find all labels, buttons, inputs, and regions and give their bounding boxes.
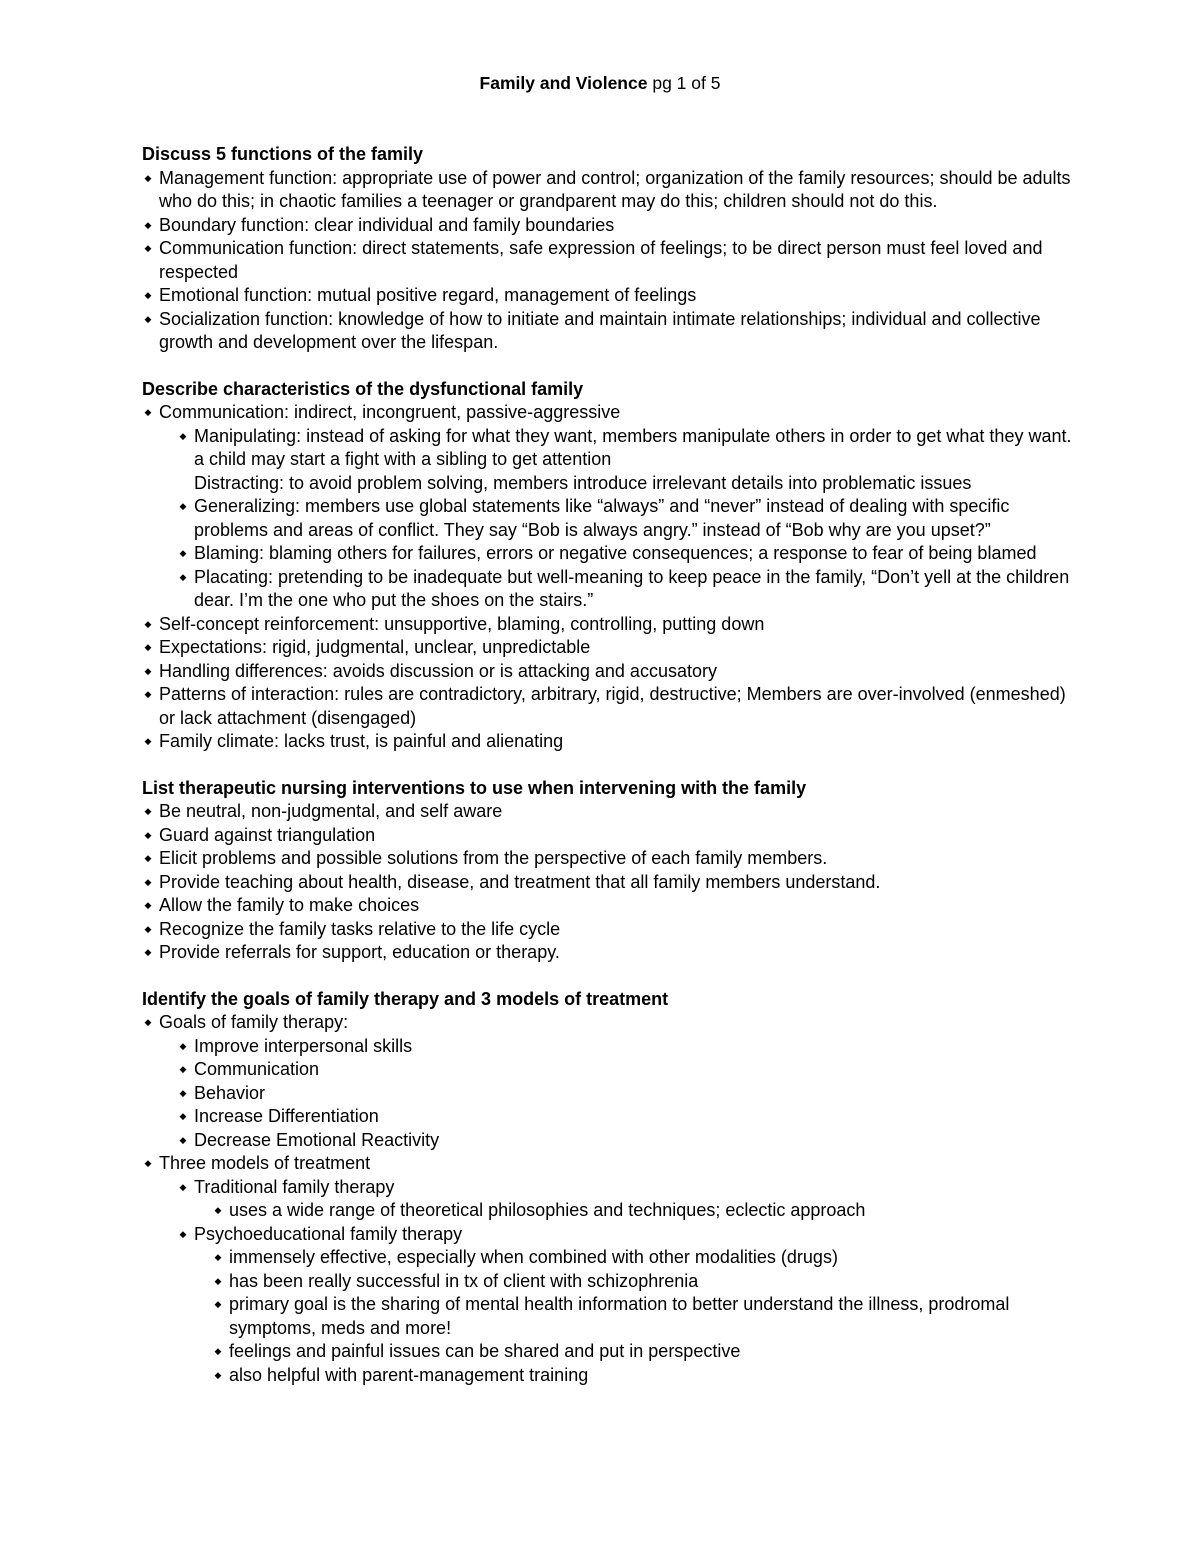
document-title: Family and Violence [479, 73, 648, 93]
list-item: ◆ Generalizing: members use global statements like “always” and “never” instead of dealing with specific problems and areas of conflict. They say “Bob is always angry.” instead of “Bob why are you upset?” [177, 495, 1072, 542]
list-item: ◆ feelings and painful issues can be shared and put in perspective [212, 1340, 1072, 1364]
list-item: ◆ Communication: indirect, incongruent, passive-aggressive ◆ Manipulating: instead of asking for what they want, members manipulate others in order to get what they want. a child may start a fight with a sibling to get attention Distracting: to avoid problem solving, members introduce irrelevant details into problematic issues ◆ Generalizing: members use global statements like “always” and “never” instead of dealing with specific problems and areas of conflict. They say “Bob is always angry.” instead of “Bob why are you upset?” ◆ Blaming: blaming others for failures, errors or negative consequences; a response to fear of being blamed ◆ Placating: pretending to be inadequate but well-meaning to keep peace in the family, “Don’t yell at the children dear. I’m the one who put the shoes on the stairs.” [142, 401, 1072, 613]
list-item: ◆ Socialization function: knowledge of how to initiate and maintain intimate relationships; individual and collective growth and development over the lifespan. [142, 308, 1072, 355]
section-family-therapy [142, 988, 1072, 1388]
bullet-icon: ◆ [214, 1369, 222, 1380]
bullet-icon: ◆ [144, 853, 152, 863]
section-nursing-interventions [142, 777, 1072, 965]
bullet-icon: ◆ [144, 665, 152, 676]
bullet-icon: ◆ [144, 313, 152, 324]
list-item: ◆ Goals of family therapy: ◆ Improve interpersonal skills ◆ Communication ◆ Behavior ◆ Increase Differentiation ◆ Decrease Emotional Reactivity [142, 1011, 1072, 1152]
section-dysfunctional-family [142, 378, 1072, 754]
bullet-icon: ◆ [144, 947, 152, 957]
bullet-icon: ◆ [179, 1181, 187, 1192]
bullet-icon: ◆ [179, 501, 187, 511]
bullet-icon: ◆ [179, 571, 187, 582]
bullet-icon: ◆ [144, 172, 152, 183]
bullet-icon: ◆ [144, 243, 152, 253]
bullet-icon: ◆ [214, 1205, 222, 1215]
list-item: ◆ Handling differences: avoids discussion or is attacking and accusatory [142, 660, 1072, 684]
bullet-icon: ◆ [179, 1134, 187, 1145]
page-number: pg 1 of 5 [652, 73, 721, 93]
list-item: ◆ Communication function: direct statements, safe expression of feelings; to be direct person must feel loved and respected [142, 237, 1072, 284]
section-heading: Discuss 5 functions of the family [142, 144, 424, 164]
list-item: ◆ Recognize the family tasks relative to the life cycle [142, 918, 1072, 942]
list-item: ◆ Allow the family to make choices [142, 894, 1072, 918]
bullet-icon: ◆ [179, 1111, 187, 1121]
bullet-icon: ◆ [179, 548, 187, 558]
bullet-icon: ◆ [144, 642, 152, 652]
bullet-icon: ◆ [214, 1346, 222, 1356]
list-item: ◆ Patterns of interaction: rules are contradictory, arbitrary, rigid, destructive; Members are over-involved (enmeshed) or lack attachment (disengaged) [142, 683, 1072, 730]
bullet-icon: ◆ [144, 1158, 152, 1168]
list-item: ◆ Improve interpersonal skills [177, 1035, 1072, 1059]
communication-sublist [177, 425, 1072, 613]
list-item: ◆ immensely effective, especially when combined with other modalities (drugs) [212, 1246, 1072, 1270]
section-heading: Identify the goals of family therapy and 3 models of treatment [142, 988, 669, 1009]
bullet-icon: ◆ [144, 829, 152, 840]
list-item: ◆ Three models of treatment ◆ Traditional family therapy ◆ uses a wide range of theoretical philosophies and techniques; eclectic approach ◆ Psychoeducational family therapy ◆ immensely effective, especially when combined with other modalities (drugs) ◆ has been really successful in tx of client with schizophrenia ◆ primary goal is the sharing of mental health information to better understand the illness, prodromal symptoms, meds and more! ◆ feelings and painful issues can be shared and put in perspective ◆ also helpful with parent-management training [142, 1152, 1072, 1387]
section-heading: Describe characteristics of the dysfunctional family [142, 378, 584, 399]
list-item: ◆ Behavior [177, 1082, 1072, 1106]
functions-list [142, 167, 1072, 355]
psychoeducational-sublist [212, 1246, 1072, 1387]
list-item: ◆ Communication [177, 1058, 1072, 1082]
list-item: ◆ has been really successful in tx of client with schizophrenia [212, 1270, 1072, 1294]
bullet-icon: ◆ [144, 876, 152, 887]
list-item: ◆ Guard against triangulation [142, 824, 1072, 848]
bullet-icon: ◆ [144, 736, 152, 746]
distracting-line: Distracting: to avoid problem solving, members introduce irrelevant details into problematic issues [194, 472, 972, 493]
list-item: ◆ uses a wide range of theoretical philosophies and techniques; eclectic approach [212, 1199, 1072, 1223]
bullet-icon: ◆ [179, 430, 187, 441]
bullet-icon: ◆ [144, 1017, 152, 1027]
list-item: ◆ Blaming: blaming others for failures, errors or negative consequences; a response to fear of being blamed [177, 542, 1072, 566]
list-item: ◆ Psychoeducational family therapy ◆ immensely effective, especially when combined with other modalities (drugs) ◆ has been really successful in tx of client with schizophrenia ◆ primary goal is the sharing of mental health information to better understand the illness, prodromal symptoms, meds and more! ◆ feelings and painful issues can be shared and put in perspective ◆ also helpful with parent-management training [177, 1223, 1072, 1388]
bullet-icon: ◆ [144, 923, 152, 934]
list-item: ◆ Decrease Emotional Reactivity [177, 1129, 1072, 1153]
list-item: ◆ Manipulating: instead of asking for what they want, members manipulate others in order to get what they want. a child may start a fight with a sibling to get attention Distracting: to avoid problem solving, members introduce irrelevant details into problematic issues [177, 425, 1072, 496]
list-item: ◆ Emotional function: mutual positive regard, management of feelings [142, 284, 1072, 308]
bullet-icon: ◆ [214, 1252, 222, 1262]
traditional-sublist [212, 1199, 1072, 1223]
bullet-icon: ◆ [144, 618, 152, 629]
goals-sublist [177, 1035, 1072, 1153]
bullet-icon: ◆ [214, 1275, 222, 1286]
bullet-icon: ◆ [144, 290, 152, 300]
list-item: ◆ Be neutral, non-judgmental, and self aware [142, 800, 1072, 824]
bullet-icon: ◆ [144, 407, 152, 417]
bullet-icon: ◆ [179, 1087, 187, 1098]
list-item: ◆ primary goal is the sharing of mental health information to better understand the illness, prodromal symptoms, meds and more! [212, 1293, 1072, 1340]
bullet-icon: ◆ [144, 806, 152, 816]
list-item: ◆ Placating: pretending to be inadequate but well-meaning to keep peace in the family, “Don’t yell at the children dear. I’m the one who put the shoes on the stairs.” [177, 566, 1072, 613]
section-family-functions [142, 143, 1072, 355]
list-item: ◆ Increase Differentiation [177, 1105, 1072, 1129]
page-header [0, 72, 1200, 96]
bullet-icon: ◆ [144, 219, 152, 230]
list-item: ◆ Expectations: rigid, judgmental, unclear, unpredictable [142, 636, 1072, 660]
list-item: ◆ also helpful with parent-management training [212, 1364, 1072, 1388]
document-body [142, 143, 1072, 1410]
list-item: ◆ Elicit problems and possible solutions from the perspective of each family members. [142, 847, 1072, 871]
therapy-list [142, 1011, 1072, 1387]
list-item: ◆ Provide teaching about health, disease, and treatment that all family members understand. [142, 871, 1072, 895]
section-heading: List therapeutic nursing interventions to use when intervening with the family [142, 777, 807, 798]
list-item: ◆ Self-concept reinforcement: unsupportive, blaming, controlling, putting down [142, 613, 1072, 637]
bullet-icon: ◆ [179, 1064, 187, 1074]
bullet-icon: ◆ [144, 689, 152, 699]
list-item: ◆ Boundary function: clear individual and family boundaries [142, 214, 1072, 238]
bullet-icon: ◆ [214, 1299, 222, 1309]
bullet-icon: ◆ [179, 1228, 187, 1239]
bullet-icon: ◆ [144, 900, 152, 910]
list-item: ◆ Traditional family therapy ◆ uses a wide range of theoretical philosophies and techniques; eclectic approach [177, 1176, 1072, 1223]
list-item: ◆ Family climate: lacks trust, is painful and alienating [142, 730, 1072, 754]
characteristics-list [142, 401, 1072, 754]
interventions-list [142, 800, 1072, 965]
list-item: ◆ Provide referrals for support, education or therapy. [142, 941, 1072, 965]
bullet-icon: ◆ [179, 1040, 187, 1051]
list-item: ◆ Management function: appropriate use of power and control; organization of the family resources; should be adults who do this; in chaotic families a teenager or grandparent may do this; children should not do this. [142, 167, 1072, 214]
models-sublist [177, 1176, 1072, 1388]
